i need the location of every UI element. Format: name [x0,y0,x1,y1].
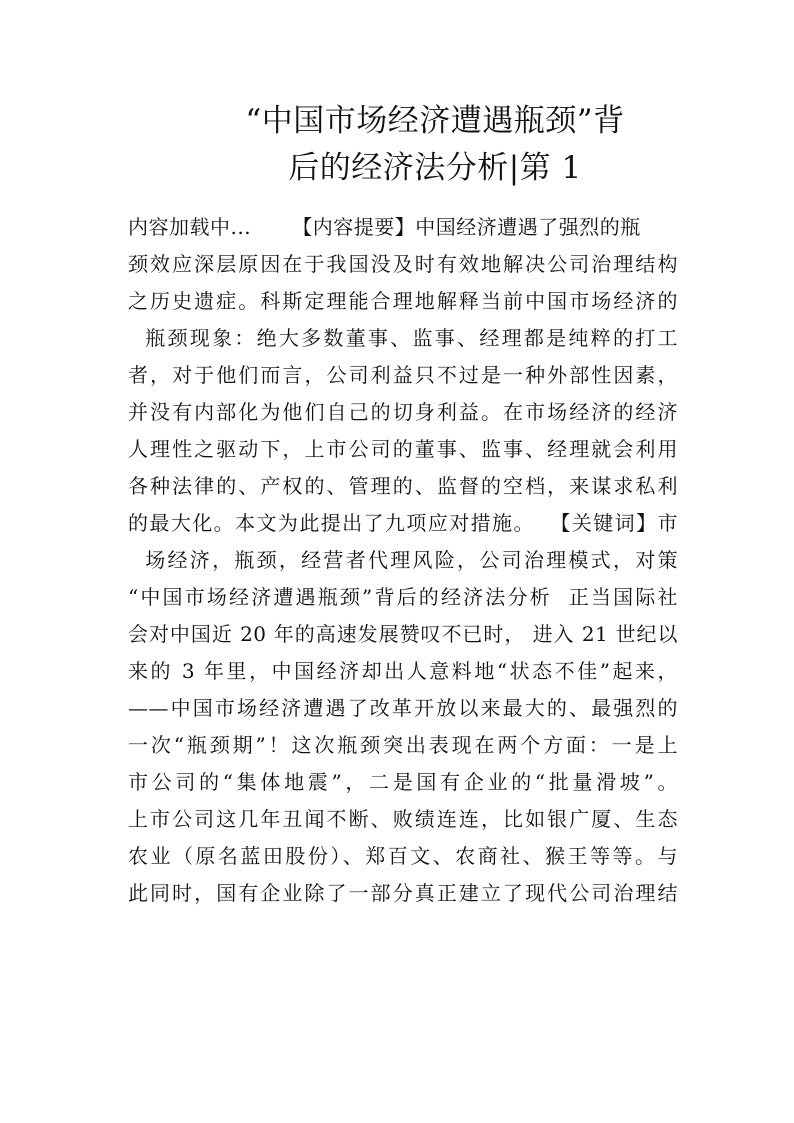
body-line-3: 之历史遗症。科斯定理能合理地解释当前中国市场经济的 [128,289,678,313]
body-line-11: “中国市场经济遭遇瓶颈”背后的经济法分析 正当国际社 [128,585,678,609]
document-title [200,98,670,192]
body-line-15: 一次“瓶颈期”！这次瓶颈突出表现在两个方面：一是上 [128,733,678,757]
body-line-16: 市公司的“集体地震”，二是国有企业的“批量滑坡”。 [128,770,678,794]
title-line-1: “中国市场经济遭遇瓶颈”背 [245,103,625,139]
body-line-12: 会对中国近 20 年的高速发展赞叹不已时， 进入 21 世纪以 [128,622,678,646]
body-line-8: 各种法律的、产权的、管理的、监督的空档，来谋求私利 [128,474,678,498]
title-line-2: 后的经济法分析|第 1 [288,150,582,186]
body-line-13: 来的 3 年里，中国经济却出人意料地“状态不佳”起来， [128,659,678,683]
body-line-4: 瓶颈现象：绝大多数董事、监事、经理都是纯粹的打工 [128,326,678,350]
body-line-7: 人理性之驱动下，上市公司的董事、监事、经理就会利用 [128,437,678,461]
body-line-1: 内容加载中... 【内容提要】中国经济遭遇了强烈的瓶 [128,215,641,239]
body-line-10: 场经济，瓶颈，经营者代理风险，公司治理模式，对策 [128,548,678,572]
body-line-18: 农业（原名蓝田股份）、郑百文、农商社、猴王等等。与 [128,844,678,868]
body-line-5: 者，对于他们而言，公司利益只不过是一种外部性因素， [128,363,678,387]
body-line-9: 的最大化。本文为此提出了九项应对措施。 【关键词】市 [128,511,678,535]
body-line-14: ——中国市场经济遭遇了改革开放以来最大的、最强烈的 [128,696,678,720]
body-line-19: 此同时，国有企业除了一部分真正建立了现代公司治理结 [128,881,678,905]
body-line-17: 上市公司这几年丑闻不断、败绩连连，比如银广厦、生态 [128,807,678,831]
body-line-6: 并没有内部化为他们自己的切身利益。在市场经济的经济 [128,400,678,424]
document-body [128,209,678,912]
body-line-2: 颈效应深层原因在于我国没及时有效地解决公司治理结构 [128,252,678,276]
